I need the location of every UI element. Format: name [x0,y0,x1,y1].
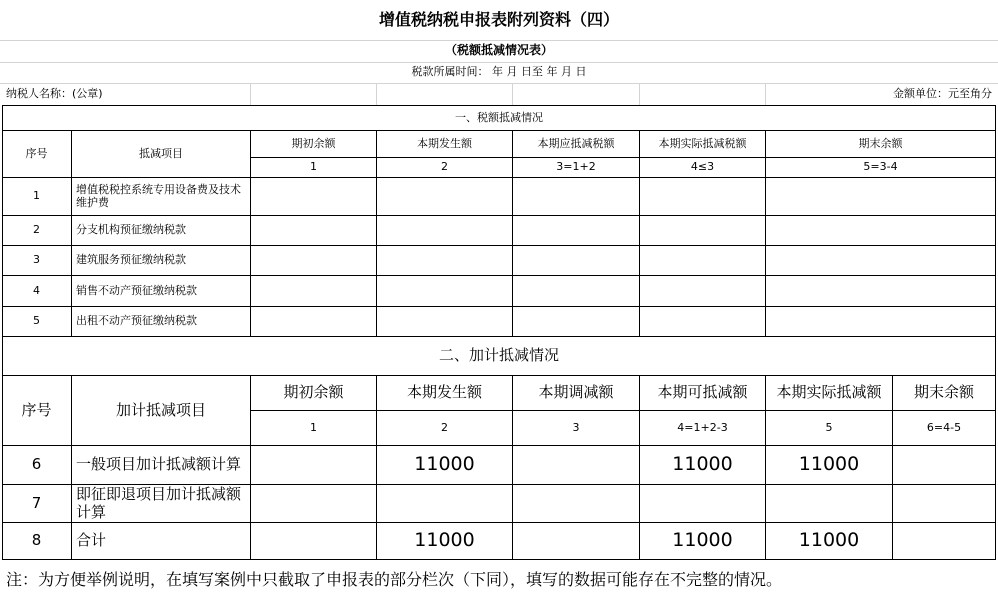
row-item: 分支机构预征缴纳税款 [76,223,186,237]
row-item: 合计 [76,531,107,550]
column-header: 期末余额 [913,383,974,402]
row-item: 出租不动产预征缴纳税款 [76,314,197,328]
amount-cell [893,446,995,484]
column-header: 期初余额 [291,136,336,150]
row-item: 销售不动产预征缴纳税款 [76,283,197,297]
row-number: 5 [33,314,40,328]
row-item: 即征即退项目加计抵减额计算 [76,485,242,521]
column-code: 2 [441,160,448,174]
grid-line [639,84,640,105]
amount-cell: 11000 [414,453,475,476]
tax-period: 税款所属时间： 年 月 日至 年 月 日 [411,64,587,78]
amount-cell: 11000 [798,529,860,552]
column-header: 本期发生额 [417,136,472,150]
column-code: 3=1+2 [556,160,596,174]
row-number: 6 [31,455,42,474]
amount-cell [251,523,376,559]
column-header: 本期应抵减税额 [537,136,615,150]
row-item: 增值税税控系统专用设备费及技术维护费 [76,182,241,209]
column-header: 本期发生额 [406,383,482,402]
column-header: 序号 [25,146,48,160]
column-code: 1 [310,420,317,434]
row-item: 建筑服务预征缴纳税款 [76,253,186,267]
column-header: 期初余额 [283,383,344,402]
column-header: 本期可抵减额 [657,383,748,402]
form-title: 增值税纳税申报表附列资料（四） [378,9,619,29]
border-line [995,105,996,336]
column-header: 序号 [21,400,52,419]
amount-cell [513,523,639,559]
column-code: 2 [441,420,448,434]
column-code: 5 [825,420,833,434]
column-header: 本期调减额 [538,383,614,402]
column-code: 3 [572,420,580,434]
amount-cell: 11000 [672,453,733,476]
taxpayer-name: 纳税人名称：(公章) [6,86,103,100]
grid-line [250,84,251,105]
grid-line [0,62,998,63]
grid-line [512,84,513,105]
amount-cell [251,446,376,484]
form-subtitle: （税额抵减情况表） [444,43,553,58]
grid-line [0,83,998,84]
row-number: 7 [31,493,42,512]
column-code: 4=1+2-3 [677,420,728,434]
amount-cell [893,523,995,559]
amount-cell: 11000 [414,529,475,552]
amount-unit: 金额单位：元至角分 [893,86,992,100]
column-header: 抵减项目 [139,146,183,160]
row-number: 2 [33,223,40,237]
amount-cell: 11000 [672,529,733,552]
row-number: 8 [31,531,42,550]
section-title: 一、税额抵减情况 [455,110,543,124]
column-code: 1 [310,160,317,174]
row-number: 3 [33,253,40,267]
footnote: 注：为方便举例说明，在填写案例中只截取了申报表的部分栏次（下同），填写的数据可能存在不完整的情况。 [6,569,783,589]
grid-line [765,84,766,105]
amount-cell [513,446,639,484]
column-code: 4≤3 [690,160,715,174]
column-code: 5=3-4 [863,160,898,174]
section-title: 二、加计抵减情况 [438,346,559,365]
grid-line [376,84,377,105]
row-item: 一般项目加计抵减额计算 [76,455,242,474]
column-header: 本期实际抵减税额 [658,136,747,150]
column-header: 加计抵减项目 [115,400,206,419]
column-header: 本期实际抵减额 [776,383,882,402]
amount-cell: 11000 [798,453,860,476]
row-number: 4 [33,283,40,297]
column-header: 期末余额 [858,136,903,150]
row-number: 1 [33,189,40,203]
column-code: 6=4-5 [926,420,962,434]
grid-line [0,40,998,41]
border-line [2,559,996,560]
